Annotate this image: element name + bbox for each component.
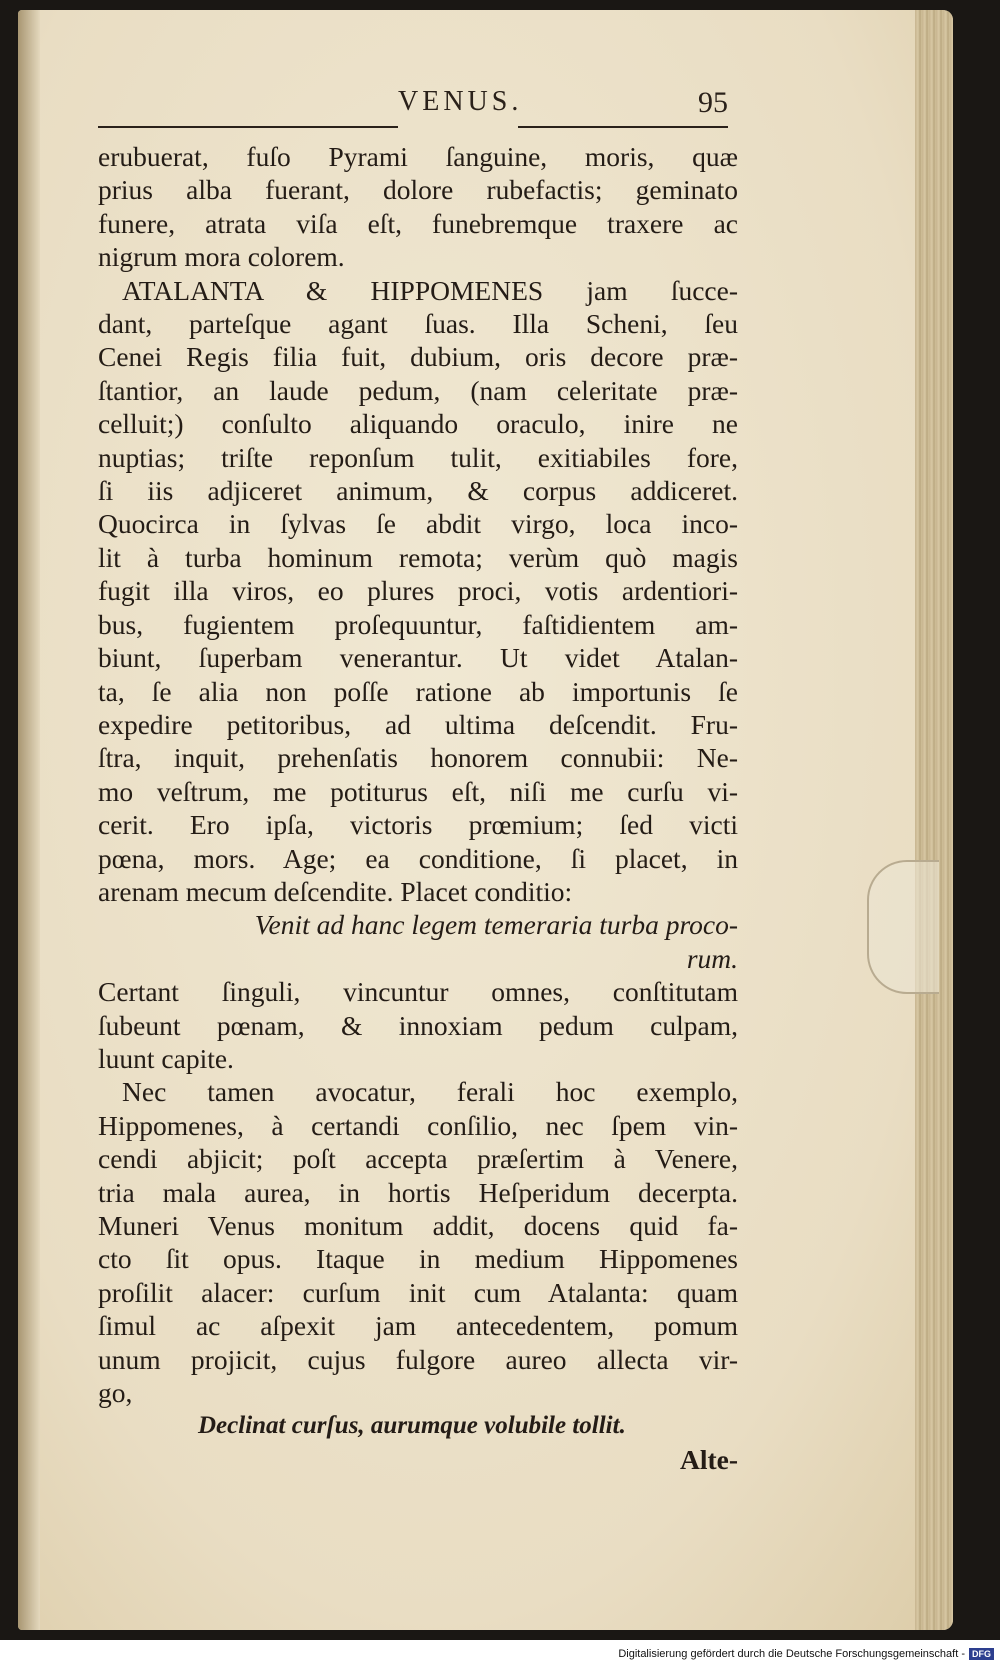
fore-edge xyxy=(915,10,953,1630)
text-line: tria mala aurea, in hortis Heſperidum decerpta. xyxy=(98,1176,738,1208)
header-rule-left xyxy=(98,126,398,128)
book-page xyxy=(18,10,953,1630)
text-line: funere, atrata viſa eſt, funebremque traxere ac xyxy=(98,207,738,239)
text-line: cendi abjicit; poſt accepta præſertim à Venere, xyxy=(98,1143,738,1175)
text-line: Muneri Venus monitum addit, docens quid fa- xyxy=(98,1210,738,1241)
page-number: 95 xyxy=(698,86,728,119)
text-line: lit à turba hominum remota; verùm quò magis xyxy=(98,541,738,573)
text-line: pœna, mors. Age; ea conditione, ſi placet, in xyxy=(98,842,738,874)
running-title: VENUS. xyxy=(398,86,523,117)
text-line: Quocirca in ſylvas ſe abdit virgo, loca inco- xyxy=(98,508,738,540)
text-line: Nec tamen avocatur, ferali hoc exemplo, xyxy=(122,1076,738,1108)
text-line: arenam mecum deſcendite. Placet conditio: xyxy=(98,875,573,907)
text-line: fugit illa viros, eo plures proci, votis ardentiori- xyxy=(98,575,738,607)
text-line: prius alba fuerant, dolore rubefactis; geminato xyxy=(98,174,738,206)
text-line: expedire petitoribus, ad ultima deſcendit. Fru- xyxy=(98,708,738,740)
text-line: ATALANTA & HIPPOMENES jam ſucce- xyxy=(122,274,738,306)
footer-text: Digitalisierung gefördert durch die Deutsche Forschungsgemeinschaft - xyxy=(618,1648,965,1660)
text-line: bus, fugientem proſequuntur, faſtidientem am- xyxy=(98,608,738,640)
page-gutter xyxy=(18,10,40,1630)
text-line: luunt capite. xyxy=(98,1042,234,1074)
text-line: Hippomenes, à certandi conſilio, nec ſpem vin- xyxy=(98,1109,738,1141)
body-text xyxy=(98,140,738,1476)
text-line: erubuerat, fuſo Pyrami ſanguine, moris, quæ xyxy=(98,141,738,172)
text-line: ſtra, inquit, prehenſatis honorem connubii: Ne- xyxy=(98,742,738,774)
verse-line: Declinat curſus, aurumque volubile tollit. xyxy=(198,1412,626,1440)
page-tab-mark xyxy=(867,860,939,994)
text-line: ſtantior, an laude pedum, (nam celeritate præ- xyxy=(98,374,738,406)
text-line: nigrum mora colorem. xyxy=(98,241,345,273)
text-line: mo veſtrum, me potiturus eſt, niſi me curſu vi- xyxy=(98,775,738,807)
text-line: biunt, ſuperbam venerantur. Ut videt Atalan- xyxy=(98,642,738,674)
digitization-footer xyxy=(618,1648,994,1660)
text-line: celluit;) conſulto aliquando oraculo, inire ne xyxy=(98,408,738,440)
text-line: cerit. Ero ipſa, victoris prœmium; ſed victi xyxy=(98,809,738,841)
page-header xyxy=(98,80,738,120)
dfg-logo: DFG xyxy=(969,1648,994,1660)
text-line: ta, ſe alia non poſſe ratione ab importunis ſe xyxy=(98,675,738,707)
text-line: ſubeunt pœnam, & innoxiam pedum culpam, xyxy=(98,1009,738,1041)
catchword: Alte- xyxy=(679,1443,738,1475)
text-line: unum projicit, cujus fulgore aureo allecta vir- xyxy=(98,1343,738,1375)
text-line: ſi iis adjiceret animum, & corpus addiceret. xyxy=(98,475,738,507)
text-line: cto ſit opus. Itaque in medium Hippomenes xyxy=(98,1243,738,1275)
verse-line: rum. xyxy=(686,942,738,974)
text-line: go, xyxy=(98,1377,133,1409)
text-line: Cenei Regis filia fuit, dubium, oris decore præ- xyxy=(98,341,738,373)
header-rule-right xyxy=(518,126,728,128)
text-line: dant, parteſque agant ſuas. Illa Scheni, ſeu xyxy=(98,308,738,340)
text-line: proſilit alacer: curſum init cum Atalanta: quam xyxy=(98,1276,738,1308)
text-line: Certant ſinguli, vincuntur omnes, conſtitutam xyxy=(98,976,738,1008)
text-line: nuptias; triſte reponſum tulit, exitiabiles fore, xyxy=(98,441,738,473)
text-line: ſimul ac aſpexit jam antecedentem, pomum xyxy=(98,1310,738,1342)
verse-line: Venit ad hanc legem temeraria turba proco- xyxy=(254,909,738,941)
